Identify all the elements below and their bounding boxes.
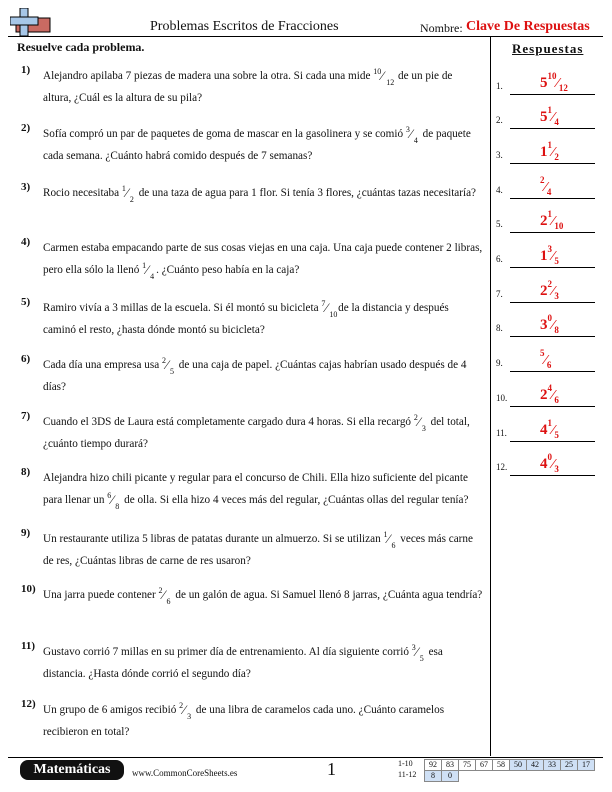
answer-numerator: 10 bbox=[547, 71, 557, 81]
answer-whole: 4 bbox=[540, 422, 548, 438]
answer-denominator: 2 bbox=[554, 152, 559, 162]
answer-value bbox=[540, 140, 584, 162]
answer-whole: 1 bbox=[540, 144, 548, 160]
grade-cell: 50 bbox=[509, 759, 527, 771]
problem-number: 7) bbox=[21, 410, 31, 422]
answer-value bbox=[540, 209, 584, 231]
answer-line bbox=[510, 267, 595, 268]
fraction-denominator: 6 bbox=[391, 541, 396, 550]
name-label: Nombre: bbox=[420, 21, 463, 35]
inline-fraction bbox=[158, 585, 173, 606]
grade-cell: 92 bbox=[424, 759, 442, 771]
answer-column-divider bbox=[490, 36, 491, 756]
inline-fraction bbox=[107, 490, 121, 511]
answer-value bbox=[540, 279, 584, 301]
answer-line bbox=[510, 198, 595, 199]
inline-fraction bbox=[321, 298, 338, 319]
answer-denominator: 4 bbox=[546, 187, 552, 197]
problem-number: 9) bbox=[21, 527, 31, 539]
answer-whole: 2 bbox=[540, 387, 548, 403]
inline-fraction bbox=[121, 183, 136, 204]
problem-text: Cada día una empresa usa 2 ⁄ 5 de una caja de papel. ¿Cuántas cajas habrían usado después de 4 días? bbox=[43, 354, 483, 398]
answer-value bbox=[540, 71, 584, 93]
fraction-numerator: 2 bbox=[161, 356, 166, 365]
problem-number: 6) bbox=[21, 353, 31, 365]
problem-number: 3) bbox=[21, 181, 31, 193]
answer-slash: ⁄ bbox=[552, 388, 555, 403]
answer-value bbox=[540, 452, 584, 474]
answer-denominator: 4 bbox=[554, 117, 559, 127]
answer-numerator: 2 bbox=[547, 279, 552, 289]
answer-numerator: 4 bbox=[547, 383, 552, 393]
grade-cell: 33 bbox=[543, 759, 561, 771]
answer-numerator: 2 bbox=[540, 175, 545, 185]
fraction-denominator: 10 bbox=[329, 310, 338, 319]
problem-text: Carmen estaba empacando parte de sus cosas viejas en una caja. Una caja puede contener 2 libras, pero ella sólo la llenó 1 ⁄ 4 . ¿Cuánto peso había en la caja? bbox=[43, 237, 483, 281]
answer-slash: ⁄ bbox=[544, 353, 547, 368]
fraction-numerator: 1 bbox=[142, 261, 147, 270]
answer-slash: ⁄ bbox=[556, 76, 559, 91]
answer-label: 1. bbox=[496, 81, 503, 91]
answer-numerator: 0 bbox=[547, 452, 552, 462]
inline-fraction bbox=[413, 412, 428, 433]
answer-line bbox=[510, 371, 595, 372]
answer-slash: ⁄ bbox=[552, 423, 555, 438]
answer-whole: 3 bbox=[540, 317, 548, 333]
problem-text: Rocio necesitaba 1 ⁄ 2 de una taza de agua para 1 flor. Si tenía 3 flores, ¿cuántas tazas necesitaría? bbox=[43, 182, 483, 204]
answer-value bbox=[540, 418, 584, 440]
fraction-denominator: 4 bbox=[150, 272, 155, 281]
inline-fraction bbox=[161, 355, 176, 376]
fraction-numerator: 6 bbox=[107, 491, 112, 500]
inline-fraction bbox=[373, 66, 395, 87]
fraction-slash: ⁄ bbox=[146, 262, 149, 277]
fraction-slash: ⁄ bbox=[417, 414, 420, 429]
fraction-slash: ⁄ bbox=[387, 531, 390, 546]
problem-number: 2) bbox=[21, 122, 31, 134]
plus-sign-logo-icon bbox=[10, 8, 56, 38]
grade-cell: 25 bbox=[560, 759, 578, 771]
header-divider bbox=[8, 36, 603, 37]
answer-label: 12. bbox=[496, 462, 508, 472]
answers-heading: Respuestas bbox=[512, 41, 584, 56]
problem-text: Alejandro apilaba 7 piezas de madera una sobre la otra. Si cada una mide 10 ⁄ 12 de un pie de altura, ¿Cuál es la altura de su pila? bbox=[43, 65, 483, 109]
answer-denominator: 8 bbox=[554, 325, 559, 335]
answer-slash: ⁄ bbox=[552, 457, 555, 472]
fraction-numerator: 1 bbox=[121, 184, 126, 193]
fraction-slash: ⁄ bbox=[415, 644, 418, 659]
answer-label: 9. bbox=[496, 358, 503, 368]
answer-numerator: 0 bbox=[547, 313, 552, 323]
answer-line bbox=[510, 475, 595, 476]
inline-fraction bbox=[411, 642, 426, 663]
fraction-denominator: 6 bbox=[166, 597, 171, 606]
fraction-numerator: 2 bbox=[413, 413, 418, 422]
fraction-numerator: 2 bbox=[158, 586, 163, 595]
answer-whole: 5 bbox=[540, 75, 548, 91]
fraction-slash: ⁄ bbox=[183, 702, 186, 717]
inline-fraction bbox=[142, 260, 156, 281]
problem-number: 10) bbox=[21, 583, 36, 595]
inline-fraction bbox=[405, 124, 420, 145]
fraction-slash: ⁄ bbox=[409, 126, 413, 141]
fraction-numerator: 3 bbox=[405, 125, 410, 134]
answer-label: 4. bbox=[496, 185, 503, 195]
page-number: 1 bbox=[327, 759, 336, 779]
answer-whole: 4 bbox=[540, 456, 548, 472]
answer-line bbox=[510, 128, 595, 129]
fraction-numerator: 2 bbox=[179, 701, 184, 710]
answer-denominator: 5 bbox=[554, 430, 559, 440]
grade-cell: 42 bbox=[526, 759, 544, 771]
answer-numerator: 1 bbox=[547, 418, 552, 428]
problem-number: 1) bbox=[21, 64, 31, 76]
answer-numerator: 3 bbox=[547, 244, 552, 254]
problem-text: Una jarra puede contener 2 ⁄ 6 de un galón de agua. Si Samuel llenó 8 jarras, ¿Cuánta agua tendría? bbox=[43, 584, 483, 606]
answer-value bbox=[540, 244, 584, 266]
answer-value bbox=[540, 175, 584, 197]
answer-line bbox=[510, 336, 595, 337]
fraction-numerator: 10 bbox=[373, 67, 382, 76]
grade-cell: 75 bbox=[458, 759, 476, 771]
fraction-slash: ⁄ bbox=[381, 68, 384, 83]
fraction-slash: ⁄ bbox=[165, 357, 169, 372]
fraction-slash: ⁄ bbox=[125, 185, 129, 200]
fraction-denominator: 3 bbox=[421, 424, 426, 433]
problem-text: Alejandra hizo chili picante y regular para el concurso de Chili. Ella hizo suficiente del picante para llenar un 6 ⁄ 8 de olla. Si ella hizo 4 veces más del regular, ¿Cuántas ollas del regular tenía? bbox=[43, 467, 483, 511]
answer-label: 2. bbox=[496, 115, 503, 125]
answer-denominator: 3 bbox=[554, 291, 559, 301]
grade-row-label: 1-10 bbox=[398, 759, 413, 768]
grade-row-label: 11-12 bbox=[398, 770, 417, 779]
grade-cell: 58 bbox=[492, 759, 510, 771]
answer-label: 10. bbox=[496, 393, 508, 403]
answer-denominator: 12 bbox=[558, 83, 568, 93]
grade-cell: 83 bbox=[441, 759, 459, 771]
answer-denominator: 5 bbox=[554, 256, 559, 266]
footer-divider bbox=[8, 757, 603, 758]
answer-numerator: 1 bbox=[547, 140, 552, 150]
answer-whole: 1 bbox=[540, 248, 548, 264]
answer-label: 8. bbox=[496, 323, 503, 333]
subject-badge: Matemáticas bbox=[20, 760, 124, 780]
answer-line bbox=[510, 441, 595, 442]
answer-line bbox=[510, 406, 595, 407]
grade-cell: 0 bbox=[441, 770, 459, 782]
instructions: Resuelve cada problema. bbox=[17, 40, 145, 54]
answer-label: 6. bbox=[496, 254, 503, 264]
fraction-slash: ⁄ bbox=[325, 300, 328, 315]
problem-text: Un restaurante utiliza 5 libras de patatas durante un almuerzo. Si se utilizan 1 ⁄ 6 veces más carne de res, ¿Cuántas libras de carne de res usaron? bbox=[43, 528, 483, 572]
fraction-denominator: 8 bbox=[115, 502, 120, 511]
fraction-numerator: 3 bbox=[411, 643, 416, 652]
problem-number: 12) bbox=[21, 698, 36, 710]
answer-line bbox=[510, 302, 595, 303]
answer-value bbox=[540, 313, 584, 335]
fraction-slash: ⁄ bbox=[162, 587, 165, 602]
answer-line bbox=[510, 163, 595, 164]
answer-slash: ⁄ bbox=[552, 318, 555, 333]
answer-slash: ⁄ bbox=[544, 180, 547, 195]
answer-label: 11. bbox=[496, 428, 507, 438]
answer-slash: ⁄ bbox=[552, 249, 555, 264]
inline-fraction bbox=[179, 700, 193, 721]
problem-text: Gustavo corrió 7 millas en su primer día de entrenamiento. Al día siguiente corrió 3 ⁄ 5 esa distancia. ¿Hasta dónde corrió el segundo día? bbox=[43, 641, 483, 685]
answer-whole: 5 bbox=[540, 109, 548, 125]
answer-denominator: 6 bbox=[554, 395, 559, 405]
fraction-denominator: 2 bbox=[129, 195, 134, 204]
grade-cell: 67 bbox=[475, 759, 493, 771]
answer-numerator: 1 bbox=[547, 105, 552, 115]
answer-whole: 2 bbox=[540, 213, 548, 229]
problem-number: 4) bbox=[21, 236, 31, 248]
answer-slash: ⁄ bbox=[552, 110, 555, 125]
fraction-slash: ⁄ bbox=[111, 492, 114, 507]
answer-slash: ⁄ bbox=[552, 284, 555, 299]
problem-number: 5) bbox=[21, 296, 31, 308]
inline-fraction bbox=[383, 529, 397, 550]
fraction-denominator: 5 bbox=[169, 367, 174, 376]
answer-line bbox=[510, 94, 595, 95]
answer-slash: ⁄ bbox=[552, 145, 555, 160]
answer-label: 3. bbox=[496, 150, 503, 160]
fraction-denominator: 4 bbox=[413, 136, 418, 145]
problem-text: Ramiro vivía a 3 millas de la escuela. Si él montó su bicicleta 7 ⁄ 10 de la distancia y después caminó el resto, ¿hasta dónde montó su bicicleta? bbox=[43, 297, 483, 341]
answer-label: 7. bbox=[496, 289, 503, 299]
answer-slash: ⁄ bbox=[552, 214, 555, 229]
answer-denominator: 6 bbox=[546, 360, 552, 370]
answer-denominator: 10 bbox=[554, 221, 564, 231]
grade-cell: 17 bbox=[577, 759, 595, 771]
fraction-denominator: 3 bbox=[187, 712, 192, 721]
fraction-denominator: 12 bbox=[386, 78, 395, 87]
problem-number: 11) bbox=[21, 640, 36, 652]
site-url: www.CommonCoreSheets.es bbox=[132, 768, 238, 778]
answer-whole: 2 bbox=[540, 283, 548, 299]
answer-denominator: 3 bbox=[554, 464, 559, 474]
name-value: Clave De Respuestas bbox=[466, 19, 590, 34]
answer-value bbox=[540, 383, 584, 405]
fraction-numerator: 7 bbox=[321, 299, 326, 308]
grade-cell: 8 bbox=[424, 770, 442, 782]
fraction-denominator: 5 bbox=[419, 654, 424, 663]
problem-text: Sofía compró un par de paquetes de goma de mascar en la gasolinera y se comió 3 ⁄ 4 de paquete cada semana. ¿Cuánto habrá comido después de 7 semanas? bbox=[43, 123, 483, 167]
problem-text: Un grupo de 6 amigos recibió 2 ⁄ 3 de una libra de caramelos cada uno. ¿Cuánto caramelos recibieron en total? bbox=[43, 699, 483, 743]
page-title: Problemas Escritos de Fracciones bbox=[150, 19, 339, 34]
answer-numerator: 5 bbox=[540, 348, 545, 358]
answer-line bbox=[510, 232, 595, 233]
problem-number: 8) bbox=[21, 466, 31, 478]
answer-value bbox=[540, 105, 584, 127]
answer-value bbox=[540, 348, 584, 370]
answer-numerator: 1 bbox=[547, 209, 552, 219]
fraction-numerator: 1 bbox=[383, 530, 388, 539]
answer-label: 5. bbox=[496, 219, 503, 229]
problem-text: Cuando el 3DS de Laura está completamente cargado dura 4 horas. Si ella recargó 2 ⁄ 3 del total, ¿cuánto tiempo durará? bbox=[43, 411, 483, 455]
